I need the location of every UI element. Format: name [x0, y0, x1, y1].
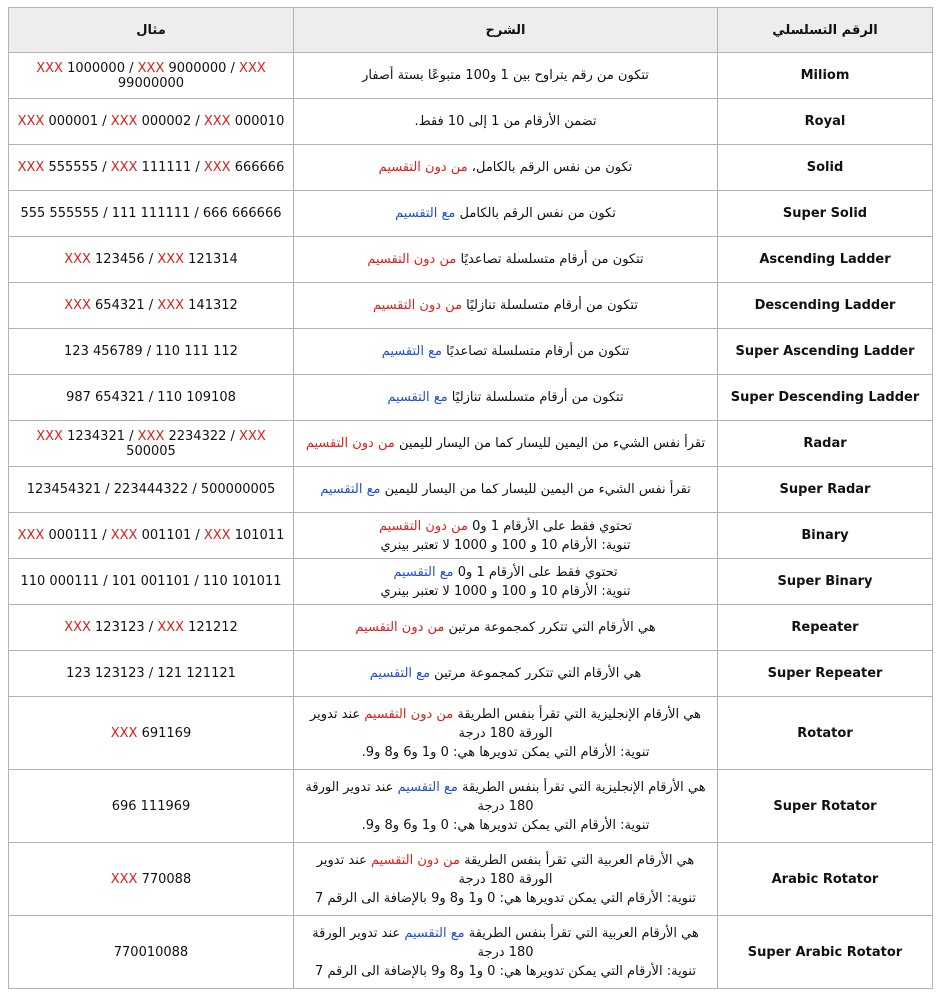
- table-row: [9, 605, 933, 651]
- example-cell: [9, 467, 294, 513]
- example-segment: 000111 /: [44, 528, 111, 543]
- example-segment: 1000000: [62, 60, 130, 76]
- explanation-note: تنوية: الأرقام 10 و 100 و 1000 لا تعتبر بينري: [380, 583, 631, 599]
- explanation-segment: عند تدوير الورقة 180 درجة: [312, 925, 534, 960]
- table-row: [9, 467, 933, 513]
- example-segment: 2234322 /: [164, 428, 240, 444]
- explanation-segment: هي الأرقام التي تتكرر كمجموعة مرتين: [430, 666, 642, 681]
- example-segment: XXX: [17, 528, 45, 543]
- explanation-line: [300, 66, 711, 85]
- serial-name-cell: Repeater: [718, 605, 933, 651]
- explanation-segment: مع التقسيم: [381, 344, 442, 359]
- explanation-line: [300, 204, 711, 223]
- example-segment: XXX: [157, 252, 185, 267]
- example-segment: 770010088: [113, 944, 189, 960]
- example-segment: 123456 /: [90, 252, 158, 267]
- example-segment: 555555 /: [44, 160, 111, 175]
- example-segment: XXX: [239, 428, 266, 444]
- serial-name-cell: Miliom: [718, 53, 933, 99]
- example-segment: 987 654321 / 110 109108: [66, 390, 236, 405]
- table-row: [9, 421, 933, 467]
- example-cell: [9, 283, 294, 329]
- example-segment: 123 123123 / 121 121121: [66, 666, 236, 681]
- example-segment: XXX: [64, 298, 91, 313]
- table-row: [9, 697, 933, 770]
- example-segment: 141312: [184, 298, 238, 313]
- example-segment: 121212: [184, 620, 238, 635]
- explanation-line: [300, 296, 711, 315]
- explanation-segment: تتكون من رقم يتراوح بين 1 و100 متبوعًا بستة أصفار: [362, 68, 649, 83]
- example-segment: XXX: [36, 60, 63, 76]
- example-segment: 101011: [230, 528, 285, 543]
- example-cell: [9, 145, 294, 191]
- table-row: [9, 513, 933, 559]
- explanation-cell: [294, 916, 718, 989]
- example-segment: XXX: [17, 160, 45, 175]
- example-segment: XXX: [110, 528, 138, 543]
- explanation-note: تنوية: الأرقام التي يمكن تدويرها هي: 0 و1 و6 و8 و9.: [361, 817, 650, 833]
- example-cell: [9, 770, 294, 843]
- explanation-cell: [294, 843, 718, 916]
- table-row: [9, 916, 933, 989]
- explanation-segment: من دون التقسيم: [378, 518, 468, 534]
- example-segment: 000001 /: [44, 114, 111, 129]
- explanation-segment: تكون من نفس الرقم بالكامل،: [467, 160, 633, 175]
- explanation-cell: [294, 329, 718, 375]
- explanation-note: تنوية: الأرقام التي يمكن تدويرها هي: 0 و1 و8 و9 بالإضافة الى الرقم 7: [315, 963, 696, 979]
- example-cell: [9, 329, 294, 375]
- explanation-line: [300, 250, 711, 269]
- explanation-line: [300, 664, 711, 683]
- table-body: [9, 53, 933, 989]
- table-row: [9, 651, 933, 697]
- serial-name-cell: Binary: [718, 513, 933, 559]
- explanation-segment: تكون من نفس الرقم بالكامل: [455, 206, 616, 221]
- example-segment: 121314: [184, 252, 238, 267]
- header-serial: الرقم التسلسلي: [718, 8, 933, 53]
- serial-name-cell: Super Arabic Rotator: [718, 916, 933, 989]
- explanation-segment: من دون التقسيم: [364, 706, 454, 722]
- explanation-segment: عند تدوير الورقة 180 درجة: [309, 706, 553, 741]
- header-row: [9, 8, 933, 53]
- table-row: [9, 99, 933, 145]
- example-segment: 691169: [137, 725, 192, 741]
- example-segment: XXX: [157, 298, 185, 313]
- explanation-cell: [294, 283, 718, 329]
- explanation-segment: تحتوي فقط على الأرقام 1 و0: [467, 518, 633, 534]
- explanation-cell: [294, 651, 718, 697]
- example-segment: 001101 /: [137, 528, 204, 543]
- example-segment: XXX: [157, 620, 185, 635]
- serial-name-cell: Ascending Ladder: [718, 237, 933, 283]
- explanation-segment: من دون التقسيم: [355, 620, 445, 635]
- explanation-line: [300, 342, 711, 361]
- example-segment: XXX: [110, 725, 138, 741]
- example-segment: XXX: [133, 60, 165, 76]
- table-row: [9, 375, 933, 421]
- explanation-segment: تتكون من أرقام متسلسلة تنازليًا: [462, 298, 638, 313]
- explanation-line: [300, 618, 711, 637]
- serial-name-cell: Super Descending Ladder: [718, 375, 933, 421]
- explanation-segment: عند تدوير الورقة 180 درجة: [305, 779, 534, 814]
- explanation-line: [300, 924, 711, 962]
- table-row: [9, 53, 933, 99]
- explanation-note: تنوية: الأرقام 10 و 100 و 1000 لا تعتبر بينري: [380, 537, 631, 553]
- example-segment: XXX: [110, 114, 138, 129]
- explanation-line: [300, 480, 711, 499]
- example-cell: [9, 237, 294, 283]
- table-row: [9, 145, 933, 191]
- example-segment: XXX: [137, 428, 165, 444]
- serial-name-cell: Arabic Rotator: [718, 843, 933, 916]
- example-segment: XXX: [203, 160, 231, 175]
- explanation-segment: مع التقسيم: [393, 564, 454, 580]
- example-cell: [9, 191, 294, 237]
- example-segment: 000002 /: [137, 114, 204, 129]
- explanation-cell: [294, 467, 718, 513]
- example-segment: 123454321 / 223444322 / 500000005: [26, 482, 276, 497]
- example-segment: XXX: [234, 60, 266, 76]
- explanation-segment: من دون التقسيم: [367, 252, 457, 267]
- table-row: [9, 191, 933, 237]
- explanation-note: تنوية: الأرقام التي يمكن تدويرها هي: 0 و1 و8 و9 بالإضافة الى الرقم 7: [315, 890, 696, 906]
- explanation-segment: تضمن الأرقام من 1 إلى 10 فقط.: [414, 114, 597, 129]
- explanation-cell: [294, 53, 718, 99]
- example-segment: 500005: [126, 443, 176, 459]
- explanation-segment: هي الأرقام الإنجليزية التي تقرأ بنفس الطريقة: [453, 706, 701, 722]
- serial-name-cell: Super Ascending Ladder: [718, 329, 933, 375]
- table-row: [9, 559, 933, 605]
- example-cell: [9, 53, 294, 99]
- explanation-cell: [294, 513, 718, 559]
- example-segment: XXX: [203, 114, 231, 129]
- explanation-note: تنوية: الأرقام التي يمكن تدويرها هي: 0 و1 و6 و8 و9.: [361, 744, 650, 760]
- explanation-segment: مع التقسيم: [320, 482, 381, 497]
- table-row: [9, 843, 933, 916]
- serial-name-cell: Super Repeater: [718, 651, 933, 697]
- example-segment: 000010: [230, 114, 285, 129]
- example-segment: 1234321 /: [62, 428, 138, 444]
- example-segment: XXX: [110, 871, 138, 887]
- serial-number-table: [8, 7, 933, 989]
- explanation-segment: تتكون من أرقام متسلسلة تصاعديًا: [441, 344, 630, 359]
- explanation-segment: تتكون من أرقام متسلسلة تنازليًا: [447, 390, 624, 405]
- explanation-segment: مع التقسيم: [397, 779, 458, 795]
- example-segment: 654321 /: [90, 298, 158, 313]
- explanation-line: [300, 517, 711, 536]
- explanation-segment: من دون التقسيم: [378, 160, 468, 175]
- example-segment: XXX: [203, 528, 231, 543]
- example-segment: 123 456789 / 110 111 112: [64, 344, 238, 359]
- explanation-segment: هي الأرقام العربية التي تقرأ بنفس الطريقة: [460, 852, 695, 868]
- explanation-line: [300, 158, 711, 177]
- explanation-segment: هي الأرقام العربية التي تقرأ بنفس الطريقة: [464, 925, 699, 941]
- table-row: [9, 237, 933, 283]
- explanation-cell: [294, 145, 718, 191]
- explanation-cell: [294, 375, 718, 421]
- explanation-segment: هي الأرقام التي تتكرر كمجموعة مرتين: [444, 620, 656, 635]
- explanation-segment: من دون التقسيم: [305, 436, 395, 451]
- explanation-cell: [294, 237, 718, 283]
- example-cell: [9, 605, 294, 651]
- example-cell: [9, 697, 294, 770]
- explanation-segment: تقرأ نفس الشيء من اليمين لليسار كما من اليسار لليمين: [380, 482, 691, 497]
- explanation-cell: [294, 421, 718, 467]
- explanation-segment: مع التقسيم: [395, 206, 456, 221]
- explanation-line: [300, 705, 711, 743]
- explanation-line: [300, 563, 711, 582]
- serial-name-cell: Radar: [718, 421, 933, 467]
- explanation-line: [300, 778, 711, 816]
- example-segment: 555 555555 / 111 111111 / 666 666666: [20, 206, 282, 221]
- serial-name-cell: Solid: [718, 145, 933, 191]
- table-row: [9, 329, 933, 375]
- serial-name-cell: Rotator: [718, 697, 933, 770]
- example-segment: 111111 /: [137, 160, 204, 175]
- example-cell: [9, 916, 294, 989]
- explanation-line: [300, 851, 711, 889]
- example-segment: XXX: [64, 620, 91, 635]
- explanation-segment: مع التقسيم: [387, 390, 448, 405]
- explanation-segment: تتكون من أرقام متسلسلة تصاعديًا: [456, 252, 644, 267]
- example-cell: [9, 843, 294, 916]
- example-segment: 770088: [137, 871, 192, 887]
- serial-name-cell: Super Binary: [718, 559, 933, 605]
- serial-name-cell: Descending Ladder: [718, 283, 933, 329]
- serial-name-cell: Royal: [718, 99, 933, 145]
- example-segment: 110 000111 / 101 001101 / 110 101011: [20, 574, 282, 589]
- example-segment: /: [129, 60, 134, 76]
- table-row: [9, 283, 933, 329]
- serial-name-cell: Super Rotator: [718, 770, 933, 843]
- example-segment: XXX: [64, 252, 91, 267]
- explanation-segment: مع التقسيم: [369, 666, 431, 681]
- example-cell: [9, 651, 294, 697]
- serial-name-cell: Super Solid: [718, 191, 933, 237]
- example-segment: XXX: [110, 160, 138, 175]
- example-segment: 99000000: [117, 75, 185, 91]
- example-segment: XXX: [17, 114, 45, 129]
- example-segment: 696 111969: [111, 798, 191, 814]
- example-segment: 666666: [230, 160, 285, 175]
- explanation-cell: [294, 605, 718, 651]
- explanation-cell: [294, 697, 718, 770]
- table-row: [9, 770, 933, 843]
- explanation-cell: [294, 99, 718, 145]
- header-explanation: الشرح: [294, 8, 718, 53]
- explanation-segment: مع التقسيم: [404, 925, 465, 941]
- explanation-segment: من دون التقسيم: [373, 298, 463, 313]
- header-example: مثال: [9, 8, 294, 53]
- explanation-cell: [294, 559, 718, 605]
- explanation-cell: [294, 191, 718, 237]
- example-cell: [9, 99, 294, 145]
- example-segment: 9000000: [164, 60, 231, 76]
- explanation-line: [300, 434, 711, 453]
- example-cell: [9, 375, 294, 421]
- serial-name-cell: Super Radar: [718, 467, 933, 513]
- example-cell: [9, 421, 294, 467]
- explanation-segment: عند تدوير الورقة 180 درجة: [316, 852, 553, 887]
- example-segment: 123123 /: [90, 620, 158, 635]
- example-segment: XXX: [36, 428, 63, 444]
- example-segment: /: [230, 60, 235, 76]
- explanation-line: [300, 112, 711, 131]
- explanation-line: [300, 388, 711, 407]
- explanation-segment: تقرأ نفس الشيء من اليمين لليسار كما من اليسار لليمين: [394, 436, 706, 451]
- explanation-segment: تحتوي فقط على الأرقام 1 و0: [453, 564, 618, 580]
- explanation-segment: من دون التقسيم: [371, 852, 460, 868]
- explanation-cell: [294, 770, 718, 843]
- example-cell: [9, 559, 294, 605]
- explanation-segment: هي الأرقام الإنجليزية التي تقرأ بنفس الطريقة: [457, 779, 706, 795]
- example-cell: [9, 513, 294, 559]
